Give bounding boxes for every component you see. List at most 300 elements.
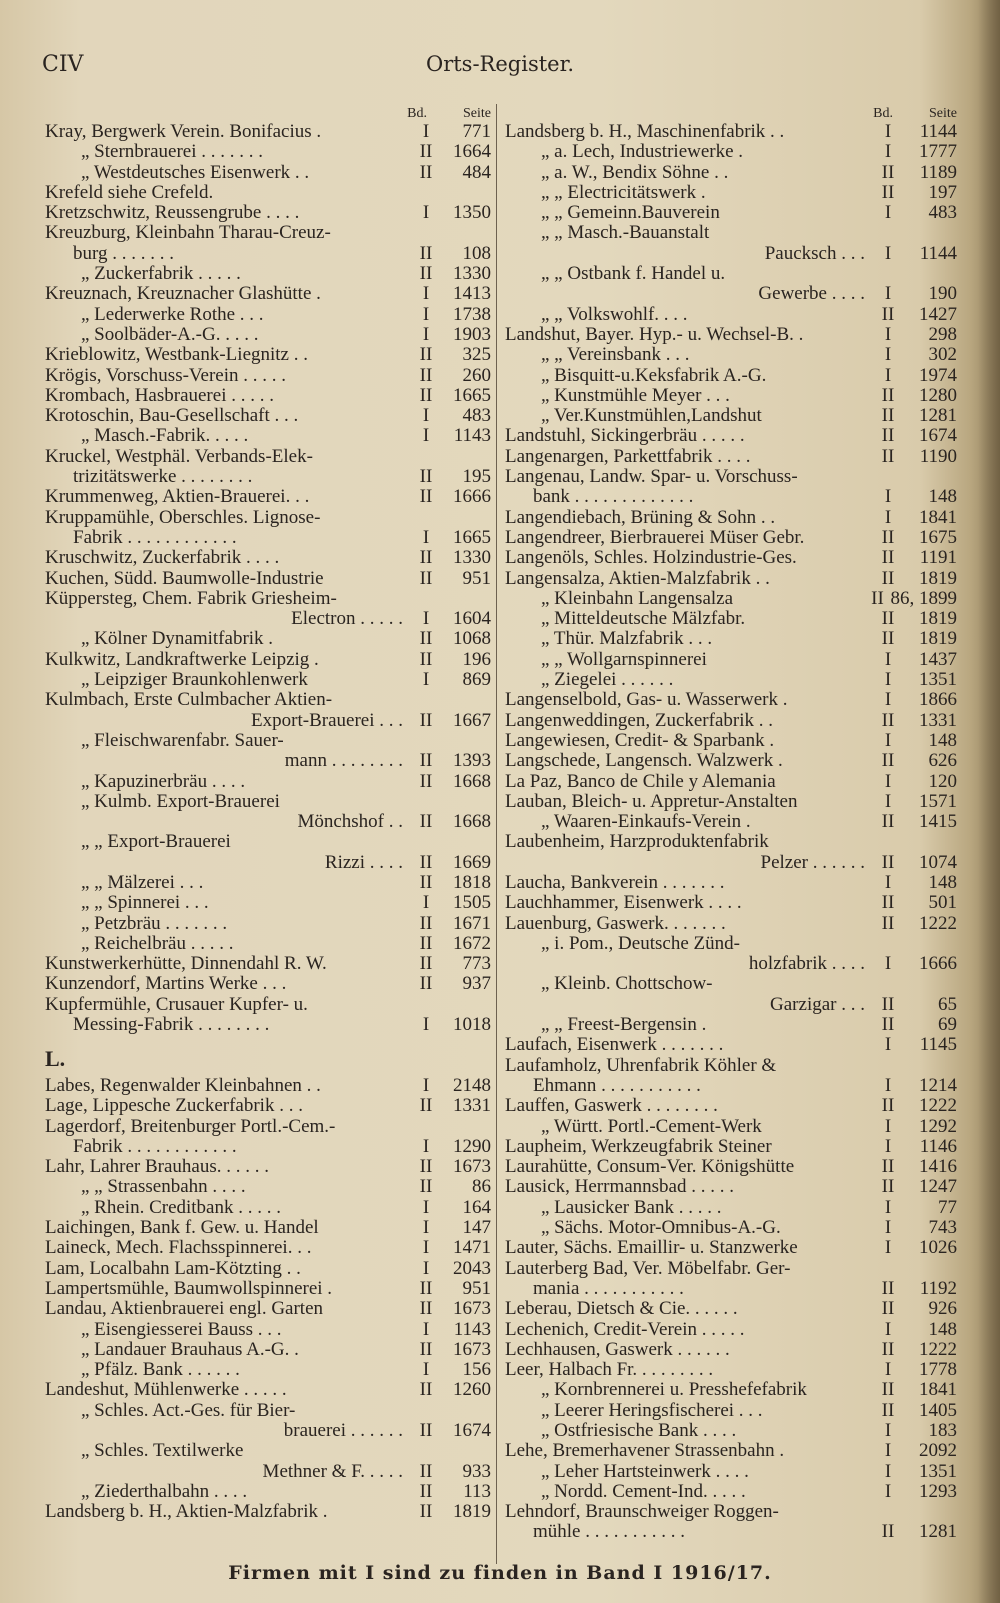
- entry-page: 1819: [919, 628, 957, 650]
- entry-name: „ Ostfriesische Bank . . . .: [541, 1421, 737, 1441]
- register-entry: [505, 1340, 957, 1360]
- entry-page: 77: [938, 1196, 957, 1218]
- entry-name: Lagerdorf, Breitenburger Portl.-Cem.-: [45, 1116, 336, 1137]
- register-entry: [45, 467, 491, 487]
- register-entry: [505, 609, 957, 629]
- entry-name: Lahr, Lahrer Brauhaus. . . . . .: [45, 1157, 269, 1178]
- entry-page: 484: [462, 161, 491, 183]
- entry-name: Lauter, Sächs. Emaillir- u. Stanzwerke: [505, 1238, 798, 1259]
- entry-page: 113: [463, 1480, 491, 1502]
- register-entry: [45, 1198, 491, 1218]
- entry-name: „ „ Gemeinn.Bauverein: [541, 203, 720, 224]
- entry-name: „ „ Electricitätswerk .: [541, 182, 706, 203]
- entry-page: 1026: [919, 1237, 957, 1259]
- register-entry: [45, 954, 491, 974]
- entry-name: holzfabrik . . . .: [748, 954, 865, 975]
- register-entry: [505, 142, 957, 162]
- seite-column-heading: Seite: [463, 106, 491, 121]
- register-entry: [505, 670, 957, 690]
- entry-name: mania . . . . . . . . . . .: [533, 1278, 684, 1299]
- entry-page: 325: [462, 344, 491, 366]
- register-entry: [505, 772, 957, 792]
- entry-name: Langenau, Landw. Spar- u. Vorschuss-: [505, 467, 798, 488]
- entry-volume: I: [884, 141, 892, 163]
- column-divider: [496, 104, 497, 1564]
- register-entry: [45, 893, 491, 913]
- entry-name: „ Waaren-Einkaufs-Verein .: [541, 812, 751, 833]
- entry-page: 1416: [919, 1156, 957, 1178]
- entry-page: 195: [462, 466, 491, 488]
- register-entry: [45, 386, 491, 406]
- entry-name: Mönchshof . .: [297, 812, 403, 833]
- entry-page: 1669: [453, 851, 491, 873]
- entry-name: Electron . . . . .: [291, 609, 403, 630]
- entry-name: „ Württ. Portl.-Cement-Werk: [541, 1116, 762, 1137]
- register-entry: [45, 1380, 491, 1400]
- register-entry: [505, 447, 957, 467]
- register-entry: [45, 934, 491, 954]
- entry-name: „ Sternbrauerei . . . . . . .: [81, 142, 264, 163]
- entry-name: „ Kleinbahn Langensalza: [541, 588, 734, 609]
- entry-page: 1471: [453, 1237, 491, 1259]
- entry-name: Messing-Fabrik . . . . . . . .: [73, 1015, 270, 1036]
- register-entry: [45, 1177, 491, 1197]
- entry-name: Lehndorf, Braunschweiger Roggen-: [505, 1502, 779, 1523]
- entry-page: 1415: [919, 811, 957, 833]
- register-entry: [505, 711, 957, 731]
- register-entry: [45, 792, 491, 812]
- entry-name: Laichingen, Bank f. Gew. u. Handel: [45, 1218, 319, 1239]
- entry-volume: II: [419, 811, 433, 833]
- entry-page: 302: [928, 344, 957, 366]
- entry-name: „ Rhein. Creditbank . . . . .: [81, 1197, 281, 1218]
- entry-page: 1665: [453, 384, 491, 406]
- entry-name: Kreuznach, Kreuznacher Glashütte .: [45, 284, 321, 305]
- entry-name: „ Zuckerfabrik . . . . .: [81, 264, 241, 285]
- entry-name: Langenöls, Schles. Holzindustrie-Ges.: [505, 548, 797, 569]
- entry-page: 1819: [919, 567, 957, 589]
- entry-volume: II: [881, 709, 895, 731]
- entry-name: Laubenheim, Harzproduktenfabrik: [505, 832, 769, 853]
- register-entry: [505, 1259, 957, 1279]
- entry-page: 869: [462, 669, 491, 691]
- entry-name: Laupheim, Werkzeugfabrik Steiner: [505, 1136, 772, 1157]
- seite-column-heading: Seite: [929, 106, 957, 121]
- entry-name: Lampertsmühle, Baumwollspinnerei .: [45, 1278, 333, 1299]
- entry-volume: II: [419, 1298, 433, 1320]
- register-entry: [45, 853, 491, 873]
- entry-name: „ Landauer Brauhaus A.-G. .: [81, 1339, 299, 1360]
- entry-page: 1604: [453, 608, 491, 630]
- entry-volume: I: [884, 729, 892, 751]
- entry-page: 156: [462, 1359, 491, 1381]
- entry-name: „ Kleinb. Chottschow-: [541, 974, 713, 995]
- entry-volume: I: [422, 405, 430, 427]
- entry-volume: I: [422, 425, 430, 447]
- bd-column-heading: Bd.: [873, 106, 893, 121]
- entry-page: 626: [928, 750, 957, 772]
- register-entry: [505, 325, 957, 345]
- entry-name: „ Kapuzinerbräu . . . .: [81, 771, 246, 792]
- register-entry: [505, 731, 957, 751]
- entry-page: 501: [928, 892, 957, 914]
- register-entry: [45, 1462, 491, 1482]
- entry-name: „ Fleischwarenfabr. Sauer-: [81, 730, 284, 751]
- entry-name: Kray, Bergwerk Verein. Bonifacius .: [45, 122, 322, 142]
- entry-volume: II: [881, 547, 895, 569]
- register-entry: [45, 1137, 491, 1157]
- entry-page: 1866: [919, 689, 957, 711]
- entry-volume: I: [884, 344, 892, 366]
- entry-volume: I: [422, 1257, 430, 1279]
- entry-page: 1143: [453, 1318, 491, 1340]
- entry-name: Garzigar . . .: [770, 994, 865, 1015]
- entry-volume: I: [884, 283, 892, 305]
- entry-name: Landsberg b. H., Aktien-Malzfabrik .: [45, 1502, 328, 1523]
- register-entry: [45, 1117, 491, 1137]
- entry-page: 1393: [453, 750, 491, 772]
- entry-volume: I: [884, 953, 892, 975]
- register-entry: [505, 548, 957, 568]
- entry-volume: I: [884, 1135, 892, 1157]
- register-entry: [45, 163, 491, 183]
- register-entry: [505, 1462, 957, 1482]
- entry-page: 86: [472, 1176, 491, 1198]
- entry-name: Krieblowitz, Westbank-Liegnitz . .: [45, 345, 308, 366]
- entry-name: „ a. Lech, Industriewerke .: [541, 142, 744, 163]
- register-entry: [505, 751, 957, 771]
- entry-name: „ Masch.-Fabrik. . . . .: [81, 426, 249, 447]
- entry-page: 2148: [453, 1074, 491, 1096]
- register-entry: [45, 1401, 491, 1421]
- entry-volume: II: [419, 1338, 433, 1360]
- entry-name: Langschede, Langensch. Walzwerk .: [505, 751, 783, 772]
- register-entry: [505, 203, 957, 223]
- register-entry: [45, 751, 491, 771]
- right-column-header: [505, 104, 957, 122]
- entry-volume: II: [419, 648, 433, 670]
- register-entry: [45, 995, 491, 1015]
- register-entry: [45, 1320, 491, 1340]
- entry-page: 69: [938, 1014, 957, 1036]
- register-entry: [45, 487, 491, 507]
- entry-name: Leberau, Dietsch & Cie. . . . . .: [505, 1299, 738, 1320]
- entry-page: 2043: [453, 1257, 491, 1279]
- entry-name: brauerei . . . . . .: [283, 1421, 403, 1441]
- entry-volume: I: [422, 1359, 430, 1381]
- entry-name: „ Lederwerke Rothe . . .: [81, 304, 264, 325]
- entry-page: 1222: [919, 912, 957, 934]
- entry-volume: I: [884, 506, 892, 528]
- entry-page: 148: [928, 486, 957, 508]
- entry-volume: II: [419, 932, 433, 954]
- register-entry: [505, 893, 957, 913]
- entry-volume: II: [881, 851, 895, 873]
- entry-name: Landau, Aktienbrauerei engl. Garten: [45, 1299, 324, 1320]
- entry-name: „ Leipziger Braunkohlenwerk: [81, 670, 308, 691]
- entry-volume: I: [884, 871, 892, 893]
- register-entry: [45, 1238, 491, 1258]
- entry-name: Kunstwerkerhütte, Dinnendahl R. W.: [45, 954, 327, 975]
- entry-volume: I: [884, 790, 892, 812]
- entry-name: Lage, Lippesche Zuckerfabrik . . .: [45, 1096, 303, 1117]
- register-entry: [45, 1259, 491, 1279]
- entry-name: burg . . . . . . .: [73, 243, 174, 264]
- entry-name: Methner & F. . . . .: [262, 1461, 403, 1482]
- entry-page: 1675: [919, 526, 957, 548]
- register-entry: [505, 1320, 957, 1340]
- entry-name: mann . . . . . . . .: [284, 751, 403, 772]
- page-footer-note: Firmen mit I sind zu finden in Band I 1916/17.: [228, 1562, 772, 1584]
- entry-name: Lauban, Bleich- u. Appretur-Anstalten: [505, 791, 798, 812]
- entry-page: 1293: [919, 1480, 957, 1502]
- entry-volume: II: [419, 912, 433, 934]
- entry-page: 1018: [453, 1014, 491, 1036]
- entry-name: Kupfermühle, Crusauer Kupfer- u.: [45, 994, 308, 1015]
- register-entry: [505, 1137, 957, 1157]
- register-entry: [505, 467, 957, 487]
- entry-name: „ Schles. Textilwerke: [81, 1441, 244, 1462]
- entry-volume: I: [884, 770, 892, 792]
- entry-volume: II: [419, 871, 433, 893]
- register-entry: [505, 792, 957, 812]
- entry-name: „ Ziederthalbahn . . . .: [81, 1481, 248, 1502]
- entry-volume: II: [881, 405, 895, 427]
- register-entry: [45, 731, 491, 751]
- entry-volume: II: [881, 1156, 895, 1178]
- entry-page: 1903: [453, 323, 491, 345]
- entry-page: 1505: [453, 892, 491, 914]
- entry-volume: II: [881, 1379, 895, 1401]
- entry-page: 1738: [453, 303, 491, 325]
- register-entry: [505, 1482, 957, 1502]
- entry-page: 86, 1899: [890, 587, 957, 609]
- entry-volume: II: [881, 750, 895, 772]
- entry-page: 1671: [453, 912, 491, 934]
- register-entry: [505, 426, 957, 446]
- entry-page: 1405: [919, 1399, 957, 1421]
- entry-page: 1818: [453, 871, 491, 893]
- entry-page: 1189: [919, 161, 957, 183]
- entry-page: 65: [938, 993, 957, 1015]
- entry-name: „ Nordd. Cement-Ind. . . . .: [541, 1481, 746, 1502]
- entry-volume: II: [881, 912, 895, 934]
- entry-page: 164: [462, 1196, 491, 1218]
- register-entry: [505, 1096, 957, 1116]
- entry-name: Lechenich, Credit-Verein . . . . .: [505, 1319, 745, 1340]
- entry-volume: II: [419, 1156, 433, 1178]
- entry-page: 1222: [919, 1095, 957, 1117]
- register-entry: [505, 1056, 957, 1076]
- entry-name: „ Leher Hartsteinwerk . . . .: [541, 1461, 749, 1482]
- entry-volume: I: [884, 202, 892, 224]
- register-entry: [505, 1522, 957, 1542]
- register-entry: [45, 873, 491, 893]
- entry-volume: II: [881, 181, 895, 203]
- entry-name: „ „ Ostbank f. Handel u.: [541, 264, 726, 285]
- entry-volume: II: [419, 1480, 433, 1502]
- entry-volume: I: [422, 1074, 430, 1096]
- entry-page: 1146: [919, 1135, 957, 1157]
- register-entry: [45, 325, 491, 345]
- entry-page: 190: [928, 283, 957, 305]
- register-entry: [45, 1421, 491, 1441]
- register-entry: [45, 1340, 491, 1360]
- entry-volume: I: [422, 608, 430, 630]
- entry-name: „ Kunstmühle Meyer . . .: [541, 385, 730, 406]
- entry-volume: II: [881, 1521, 895, 1543]
- register-entry: [505, 1198, 957, 1218]
- entry-volume: I: [422, 1318, 430, 1340]
- entry-volume: I: [884, 648, 892, 670]
- register-entry: [45, 548, 491, 568]
- register-entry: [505, 1218, 957, 1238]
- entry-volume: II: [881, 526, 895, 548]
- register-entry: [45, 589, 491, 609]
- register-entry: [505, 832, 957, 852]
- entry-volume: II: [881, 811, 895, 833]
- entry-page: 1673: [453, 1298, 491, 1320]
- entry-volume: II: [419, 973, 433, 995]
- entry-page: 1413: [453, 283, 491, 305]
- entry-page: 1666: [919, 953, 957, 975]
- register-entry: [45, 183, 491, 203]
- entry-name: „ Westdeutsches Eisenwerk . .: [81, 162, 310, 183]
- entry-name: „ Lausicker Bank . . . . .: [541, 1197, 722, 1218]
- entry-name: „ Eisengiesserei Bauss . . .: [81, 1319, 282, 1340]
- entry-page: 2092: [919, 1440, 957, 1462]
- register-entry: [45, 832, 491, 852]
- entry-volume: II: [881, 1176, 895, 1198]
- register-entry: [505, 1502, 957, 1522]
- entry-page: 148: [928, 871, 957, 893]
- entry-page: 1974: [919, 364, 957, 386]
- entry-name: Kuchen, Südd. Baumwolle-Industrie: [45, 568, 324, 589]
- entry-volume: II: [419, 242, 433, 264]
- entry-name: L.: [45, 1046, 66, 1072]
- entry-page: 1668: [453, 770, 491, 792]
- entry-page: 1665: [453, 526, 491, 548]
- entry-volume: II: [881, 1338, 895, 1360]
- entry-page: 951: [462, 1277, 491, 1299]
- entry-name: „ Ziegelei . . . . . .: [541, 670, 674, 691]
- entry-page: 1192: [919, 1277, 957, 1299]
- entry-volume: II: [419, 851, 433, 873]
- entry-page: 1427: [919, 303, 957, 325]
- entry-name: Langenargen, Parkettfabrik . . . .: [505, 446, 751, 467]
- register-entry: [505, 1015, 957, 1035]
- entry-page: 1667: [453, 709, 491, 731]
- entry-name: Laurahütte, Consum-Ver. Königshütte: [505, 1157, 795, 1178]
- entry-name: Langendiebach, Brüning & Sohn . .: [505, 507, 776, 528]
- entry-name: Krefeld siehe Crefeld.: [45, 182, 214, 203]
- register-entry: [505, 1421, 957, 1441]
- register-entry: [505, 1117, 957, 1137]
- entry-page: 1280: [919, 384, 957, 406]
- entry-name: Lauchhammer, Eisenwerk . . . .: [505, 893, 742, 914]
- register-entry: [45, 142, 491, 162]
- entry-volume: I: [884, 689, 892, 711]
- entry-name: Ehmann . . . . . . . . . . .: [533, 1075, 701, 1096]
- entry-page: 1260: [453, 1379, 491, 1401]
- entry-name: Krotoschin, Bau-Gesellschaft . . .: [45, 406, 299, 427]
- register-entry: [505, 690, 957, 710]
- entry-volume: I: [422, 526, 430, 548]
- entry-page: 1144: [919, 242, 957, 264]
- entry-page: 1673: [453, 1156, 491, 1178]
- entry-name: Lausick, Herrmannsbad . . . . .: [505, 1177, 734, 1198]
- entry-page: 1247: [919, 1176, 957, 1198]
- entry-name: „ Mitteldeutsche Mälzfabr.: [541, 609, 746, 630]
- entry-volume: II: [881, 892, 895, 914]
- register-entry: [505, 366, 957, 386]
- entry-page: 1143: [453, 425, 491, 447]
- entry-page: 1437: [919, 648, 957, 670]
- entry-volume: II: [419, 364, 433, 386]
- register-entry: [505, 853, 957, 873]
- entry-name: „ „ Masch.-Bauanstalt: [541, 223, 710, 244]
- entry-name: Laufach, Eisenwerk . . . . . . .: [505, 1035, 724, 1056]
- entry-name: Kunzendorf, Martins Werke . . .: [45, 974, 287, 995]
- entry-name: „ „ Spinnerei . . .: [81, 893, 209, 914]
- register-entry: [505, 589, 957, 609]
- entry-page: 1571: [919, 790, 957, 812]
- entry-page: 1664: [453, 141, 491, 163]
- left-column: [45, 104, 491, 1522]
- register-entry: [505, 345, 957, 365]
- entry-volume: I: [884, 1217, 892, 1239]
- entry-page: 1819: [919, 608, 957, 630]
- entry-page: 483: [462, 405, 491, 427]
- entry-volume: I: [884, 242, 892, 264]
- entry-volume: II: [881, 1277, 895, 1299]
- register-entry: [45, 772, 491, 792]
- entry-volume: I: [422, 892, 430, 914]
- entry-name: Kruschwitz, Zuckerfabrik . . . .: [45, 548, 280, 569]
- entry-volume: II: [419, 709, 433, 731]
- entry-volume: II: [419, 1460, 433, 1482]
- entry-name: trizitätswerke . . . . . . . .: [73, 467, 253, 488]
- register-entry: [505, 1177, 957, 1197]
- entry-volume: I: [884, 1480, 892, 1502]
- entry-page: 1777: [919, 141, 957, 163]
- left-column-header: [45, 104, 491, 122]
- entry-volume: II: [881, 425, 895, 447]
- register-entry: [45, 244, 491, 264]
- entry-page: 260: [462, 364, 491, 386]
- entry-page: 1330: [453, 263, 491, 285]
- entry-page: 1222: [919, 1338, 957, 1360]
- register-entry: [45, 1096, 491, 1116]
- entry-volume: II: [881, 1298, 895, 1320]
- entry-page: 120: [928, 770, 957, 792]
- entry-name: Laineck, Mech. Flachsspinnerei. . .: [45, 1238, 312, 1259]
- entry-name: „ Thür. Malzfabrik . . .: [541, 629, 713, 650]
- entry-name: Kulkwitz, Landkraftwerke Leipzig .: [45, 649, 319, 670]
- entry-name: Landstuhl, Sickingerbräu . . . . .: [505, 426, 745, 447]
- entry-volume: I: [422, 1014, 430, 1036]
- entry-volume: II: [881, 303, 895, 325]
- entry-volume: I: [884, 669, 892, 691]
- entry-name: Krombach, Hasbrauerei . . . . .: [45, 385, 274, 406]
- register-entry: [505, 974, 957, 994]
- entry-volume: II: [419, 1176, 433, 1198]
- register-entry: [45, 345, 491, 365]
- entry-volume: II: [419, 486, 433, 508]
- entry-volume: II: [881, 161, 895, 183]
- register-entry: [45, 1482, 491, 1502]
- entry-page: 1330: [453, 547, 491, 569]
